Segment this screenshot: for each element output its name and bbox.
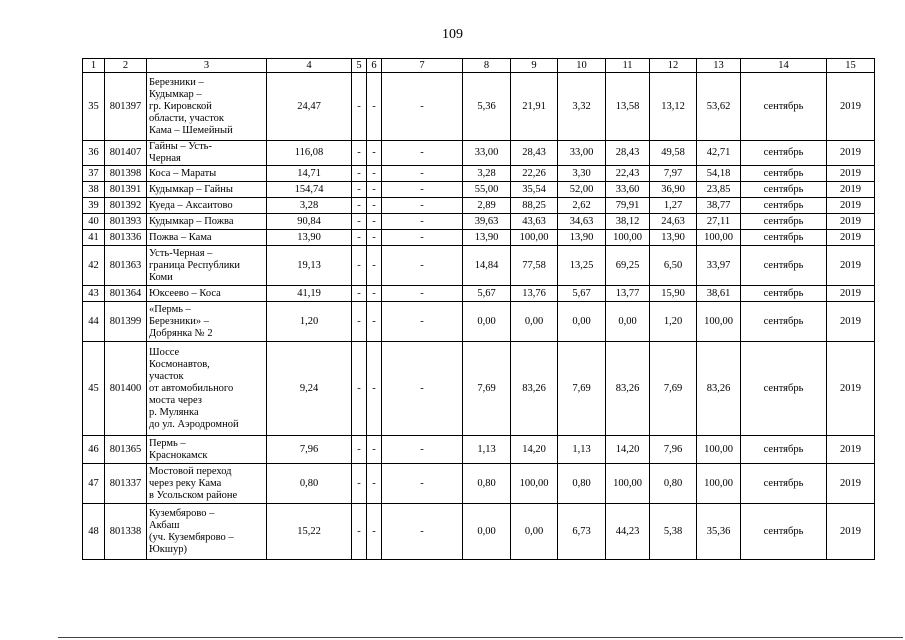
table-cell: 801365	[105, 436, 147, 464]
table-cell: 5,36	[463, 73, 511, 141]
table-row	[83, 246, 875, 286]
table-cell: 2019	[827, 342, 875, 436]
table-cell: 24,63	[650, 214, 697, 230]
table-cell: 154,74	[267, 182, 352, 198]
table-cell: 2019	[827, 436, 875, 464]
table-cell: Кузембярово – Акбаш (уч. Кузембярово – Юкшур)	[147, 504, 267, 560]
table-cell: 1,13	[463, 436, 511, 464]
table-cell: 44	[83, 302, 105, 342]
table-cell: 801363	[105, 246, 147, 286]
table-cell: -	[382, 166, 463, 182]
table-row	[83, 302, 875, 342]
table-cell: -	[352, 302, 367, 342]
header-cell: 7	[382, 59, 463, 73]
table-cell: 801397	[105, 73, 147, 141]
table-cell: 23,85	[697, 182, 741, 198]
table-cell: -	[367, 73, 382, 141]
table-cell: -	[367, 504, 382, 560]
table-cell: 13,12	[650, 73, 697, 141]
table-cell: 2019	[827, 286, 875, 302]
table-cell: 801399	[105, 302, 147, 342]
table-cell: 27,11	[697, 214, 741, 230]
table-row	[83, 504, 875, 560]
table-cell: -	[382, 246, 463, 286]
table-cell: Мостовой переход через реку Кама в Усольском районе	[147, 464, 267, 504]
table-cell: -	[352, 246, 367, 286]
table-cell: 43	[83, 286, 105, 302]
table-cell: -	[352, 230, 367, 246]
table-cell: -	[352, 166, 367, 182]
table-cell: -	[352, 436, 367, 464]
table-cell: сентябрь	[741, 246, 827, 286]
table-cell: 116,08	[267, 141, 352, 166]
table-cell: 22,43	[606, 166, 650, 182]
table-cell: 2019	[827, 464, 875, 504]
table-cell: 7,96	[267, 436, 352, 464]
table-cell: сентябрь	[741, 166, 827, 182]
table-cell: 2019	[827, 182, 875, 198]
table-cell: 36	[83, 141, 105, 166]
table-cell: 2019	[827, 504, 875, 560]
table-cell: 7,96	[650, 436, 697, 464]
table-cell: 49,58	[650, 141, 697, 166]
table-cell: 88,25	[511, 198, 558, 214]
table-cell: 0,80	[267, 464, 352, 504]
header-cell: 4	[267, 59, 352, 73]
table-cell: 801393	[105, 214, 147, 230]
table-cell: 39,63	[463, 214, 511, 230]
table-cell: 14,84	[463, 246, 511, 286]
table-cell: 38,12	[606, 214, 650, 230]
header-cell: 3	[147, 59, 267, 73]
table-cell: 7,97	[650, 166, 697, 182]
table-cell: 13,25	[558, 246, 606, 286]
table-cell: 33,00	[558, 141, 606, 166]
table-cell: 3,32	[558, 73, 606, 141]
table-cell: сентябрь	[741, 214, 827, 230]
table-cell: -	[352, 182, 367, 198]
table-cell: 44,23	[606, 504, 650, 560]
table-cell: 52,00	[558, 182, 606, 198]
table-cell: Усть-Черная – граница Республики Коми	[147, 246, 267, 286]
table-cell: -	[367, 198, 382, 214]
header-cell: 1	[83, 59, 105, 73]
table-cell: 33,97	[697, 246, 741, 286]
table-cell: 2019	[827, 214, 875, 230]
table-cell: 100,00	[511, 230, 558, 246]
table-cell: 46	[83, 436, 105, 464]
table-cell: 34,63	[558, 214, 606, 230]
bottom-rule	[58, 637, 903, 638]
table-cell: 33,00	[463, 141, 511, 166]
table-cell: 41	[83, 230, 105, 246]
table-row	[83, 286, 875, 302]
table-cell: 19,13	[267, 246, 352, 286]
table-cell: 100,00	[697, 302, 741, 342]
header-cell: 8	[463, 59, 511, 73]
table-body	[83, 59, 875, 560]
header-cell: 6	[367, 59, 382, 73]
table-cell: 15,90	[650, 286, 697, 302]
table-cell: Коса – Мараты	[147, 166, 267, 182]
table-cell: 48	[83, 504, 105, 560]
table-cell: сентябрь	[741, 286, 827, 302]
table-cell: 28,43	[511, 141, 558, 166]
table-cell: 35,36	[697, 504, 741, 560]
table-cell: 33,60	[606, 182, 650, 198]
table-cell: 21,91	[511, 73, 558, 141]
header-cell: 14	[741, 59, 827, 73]
table-cell: 13,90	[558, 230, 606, 246]
table-cell: 54,18	[697, 166, 741, 182]
table-cell: 0,00	[558, 302, 606, 342]
table-cell: сентябрь	[741, 436, 827, 464]
table-cell: 14,20	[606, 436, 650, 464]
table-cell: 2019	[827, 141, 875, 166]
table-cell: 801338	[105, 504, 147, 560]
table-cell: 40	[83, 214, 105, 230]
table-cell: 801400	[105, 342, 147, 436]
table-cell: 2019	[827, 198, 875, 214]
table-cell: сентябрь	[741, 302, 827, 342]
table-cell: 100,00	[697, 230, 741, 246]
table-cell: 2019	[827, 230, 875, 246]
table-cell: 0,80	[558, 464, 606, 504]
table-cell: -	[367, 246, 382, 286]
table-cell: -	[352, 504, 367, 560]
table-cell: 1,20	[650, 302, 697, 342]
table-cell: 38,77	[697, 198, 741, 214]
table-cell: 14,71	[267, 166, 352, 182]
table-cell: Кудымкар – Пожва	[147, 214, 267, 230]
table-cell: сентябрь	[741, 464, 827, 504]
table-cell: 2,89	[463, 198, 511, 214]
table-cell: 3,28	[267, 198, 352, 214]
table-cell: -	[367, 286, 382, 302]
table-cell: 47	[83, 464, 105, 504]
table-cell: 100,00	[697, 436, 741, 464]
table-cell: -	[367, 302, 382, 342]
table-cell: 5,38	[650, 504, 697, 560]
table-cell: 45	[83, 342, 105, 436]
table-cell: 42,71	[697, 141, 741, 166]
table-cell: 42	[83, 246, 105, 286]
table-cell: 100,00	[697, 464, 741, 504]
table-cell: -	[352, 73, 367, 141]
table-row	[83, 182, 875, 198]
table-row	[83, 230, 875, 246]
table-cell: 6,73	[558, 504, 606, 560]
table-cell: -	[367, 436, 382, 464]
table-cell: -	[352, 464, 367, 504]
table-cell: 77,58	[511, 246, 558, 286]
table-cell: 100,00	[511, 464, 558, 504]
table-cell: 13,90	[650, 230, 697, 246]
table-cell: -	[382, 198, 463, 214]
table-cell: 13,58	[606, 73, 650, 141]
table-cell: 13,76	[511, 286, 558, 302]
header-row	[83, 59, 875, 73]
table-cell: 801336	[105, 230, 147, 246]
table-cell: сентябрь	[741, 342, 827, 436]
table-cell: 2019	[827, 302, 875, 342]
table-cell: -	[382, 230, 463, 246]
table-cell: 2019	[827, 73, 875, 141]
table-cell: 83,26	[697, 342, 741, 436]
table-cell: 28,43	[606, 141, 650, 166]
table-cell: -	[367, 166, 382, 182]
table-cell: Березники – Кудымкар – гр. Кировской области, участок Кама – Шемейный	[147, 73, 267, 141]
table-cell: -	[382, 182, 463, 198]
table-cell: 801392	[105, 198, 147, 214]
table-cell: 55,00	[463, 182, 511, 198]
table-cell: 35	[83, 73, 105, 141]
table-row	[83, 436, 875, 464]
table-cell: 13,77	[606, 286, 650, 302]
table-cell: Пожва – Кама	[147, 230, 267, 246]
table-row	[83, 342, 875, 436]
table-cell: 90,84	[267, 214, 352, 230]
table-cell: 2019	[827, 166, 875, 182]
table-cell: 801337	[105, 464, 147, 504]
table-cell: -	[382, 73, 463, 141]
table-cell: сентябрь	[741, 182, 827, 198]
table-cell: 53,62	[697, 73, 741, 141]
table-row	[83, 198, 875, 214]
table-cell: сентябрь	[741, 198, 827, 214]
table-cell: -	[382, 302, 463, 342]
table-cell: 6,50	[650, 246, 697, 286]
table-cell: 7,69	[650, 342, 697, 436]
header-cell: 12	[650, 59, 697, 73]
table-cell: 22,26	[511, 166, 558, 182]
table-cell: 79,91	[606, 198, 650, 214]
table-cell: 83,26	[511, 342, 558, 436]
table-cell: 35,54	[511, 182, 558, 198]
table-cell: 2,62	[558, 198, 606, 214]
table-cell: 801391	[105, 182, 147, 198]
header-cell: 5	[352, 59, 367, 73]
table-cell: -	[352, 141, 367, 166]
header-cell: 10	[558, 59, 606, 73]
table-cell: 5,67	[463, 286, 511, 302]
table-cell: -	[382, 214, 463, 230]
table-cell: 3,30	[558, 166, 606, 182]
table-cell: 0,00	[463, 302, 511, 342]
table-cell: -	[382, 141, 463, 166]
table-cell: Пермь – Краснокамск	[147, 436, 267, 464]
table-cell: -	[352, 214, 367, 230]
table-cell: 83,26	[606, 342, 650, 436]
table-cell: Кудымкар – Гайны	[147, 182, 267, 198]
table-cell: -	[367, 342, 382, 436]
table-cell: -	[382, 342, 463, 436]
table-cell: -	[382, 436, 463, 464]
header-cell: 9	[511, 59, 558, 73]
table-cell: 801364	[105, 286, 147, 302]
table-cell: 13,90	[267, 230, 352, 246]
table-cell: -	[352, 198, 367, 214]
table-cell: 38,61	[697, 286, 741, 302]
table-cell: 38	[83, 182, 105, 198]
table-cell: 100,00	[606, 230, 650, 246]
page-number: 109	[442, 27, 463, 42]
table-cell: -	[367, 464, 382, 504]
table-cell: -	[367, 230, 382, 246]
table-cell: 801407	[105, 141, 147, 166]
table-cell: -	[352, 342, 367, 436]
table-cell: 9,24	[267, 342, 352, 436]
table-cell: сентябрь	[741, 73, 827, 141]
header-cell: 2	[105, 59, 147, 73]
table-cell: 2019	[827, 246, 875, 286]
table-cell: сентябрь	[741, 230, 827, 246]
header-cell: 13	[697, 59, 741, 73]
table-row	[83, 464, 875, 504]
table-cell: 0,00	[606, 302, 650, 342]
table-row	[83, 214, 875, 230]
table-row	[83, 141, 875, 166]
table-cell: 39	[83, 198, 105, 214]
header-cell: 15	[827, 59, 875, 73]
table-cell: 0,00	[463, 504, 511, 560]
table-cell: 0,00	[511, 302, 558, 342]
table-cell: 69,25	[606, 246, 650, 286]
table-cell: 43,63	[511, 214, 558, 230]
table-cell: 15,22	[267, 504, 352, 560]
table-cell: -	[352, 286, 367, 302]
table-cell: 5,67	[558, 286, 606, 302]
table-cell: 1,13	[558, 436, 606, 464]
table-cell: 7,69	[463, 342, 511, 436]
table-cell: Куеда – Аксаитово	[147, 198, 267, 214]
table-row	[83, 166, 875, 182]
table-cell: 41,19	[267, 286, 352, 302]
table-cell: -	[367, 214, 382, 230]
table-cell: «Пермь – Березники» – Добрянка № 2	[147, 302, 267, 342]
table-cell: 37	[83, 166, 105, 182]
table-cell: сентябрь	[741, 141, 827, 166]
table-cell: 13,90	[463, 230, 511, 246]
table-cell: -	[367, 141, 382, 166]
table-cell: 100,00	[606, 464, 650, 504]
table-cell: 24,47	[267, 73, 352, 141]
road-data-table	[82, 58, 875, 560]
table-cell: Шоссе Космонавтов, участок от автомобильного моста через р. Мулянка до ул. Аэродромной	[147, 342, 267, 436]
table-cell: -	[367, 182, 382, 198]
table-cell: 0,80	[650, 464, 697, 504]
table-cell: Юксеево – Коса	[147, 286, 267, 302]
table-cell: Гайны – Усть- Черная	[147, 141, 267, 166]
table-cell: сентябрь	[741, 504, 827, 560]
table-cell: 36,90	[650, 182, 697, 198]
table-cell: 1,20	[267, 302, 352, 342]
table-cell: 0,80	[463, 464, 511, 504]
table-cell: 14,20	[511, 436, 558, 464]
table-cell: 7,69	[558, 342, 606, 436]
table-cell: 3,28	[463, 166, 511, 182]
table-cell: -	[382, 464, 463, 504]
table-cell: 1,27	[650, 198, 697, 214]
table-cell: -	[382, 286, 463, 302]
header-cell: 11	[606, 59, 650, 73]
table-cell: 0,00	[511, 504, 558, 560]
table-row	[83, 73, 875, 141]
table-cell: -	[382, 504, 463, 560]
table-cell: 801398	[105, 166, 147, 182]
